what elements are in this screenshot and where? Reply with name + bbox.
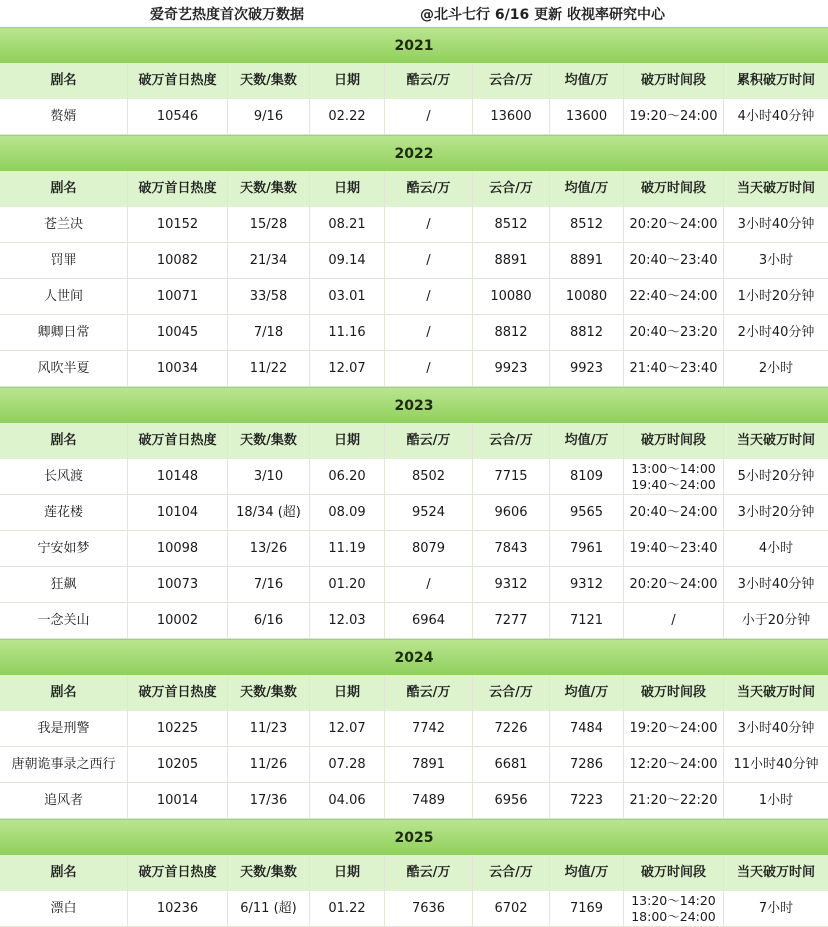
header-kuyun: 酷云/万 xyxy=(385,855,473,891)
cell-date: 01.22 xyxy=(310,891,385,926)
cell-days-episodes: 6/16 xyxy=(228,603,310,638)
table-row xyxy=(0,459,828,495)
cell-average: 13600 xyxy=(550,99,624,134)
header-yunhe: 云合/万 xyxy=(473,171,550,207)
cell-drama-name: 苍兰决 xyxy=(0,207,128,242)
header-date: 日期 xyxy=(310,675,385,711)
cell-time-range: 19:20～24:00 xyxy=(624,711,724,746)
cell-drama-name: 罚罪 xyxy=(0,243,128,278)
cell-duration: 7小时 xyxy=(758,900,794,916)
cell-drama-name: 我是刑警 xyxy=(0,711,128,746)
cell-days-episodes: 18/34 (超) xyxy=(228,495,310,530)
header-first-day-heat: 破万首日热度 xyxy=(128,855,228,891)
cell-first-day-heat: 10002 xyxy=(128,603,228,638)
header-kuyun: 酷云/万 xyxy=(385,675,473,711)
header-drama-name: 剧名 xyxy=(0,855,128,891)
header-kuyun: 酷云/万 xyxy=(385,171,473,207)
table-row xyxy=(0,243,828,279)
header-time-range: 破万时间段 xyxy=(624,675,724,711)
table-row xyxy=(0,603,828,639)
cell-days-episodes: 21/34 xyxy=(228,243,310,278)
header-time-range: 破万时间段 xyxy=(624,423,724,459)
header-yunhe: 云合/万 xyxy=(473,63,550,99)
table-header xyxy=(0,855,828,891)
table-row xyxy=(0,351,828,387)
cell-kuyun: / xyxy=(385,279,473,314)
cell-yunhe: 10080 xyxy=(473,279,550,314)
cell-yunhe: 9312 xyxy=(473,567,550,602)
cell-average: 9565 xyxy=(550,495,624,530)
cell-drama-name: 狂飙 xyxy=(0,567,128,602)
cell-duration: 3小时 xyxy=(758,252,794,268)
cell-first-day-heat: 10546 xyxy=(128,99,228,134)
cell-average: 7286 xyxy=(550,747,624,782)
cell-average: 9312 xyxy=(550,567,624,602)
cell-time-range: 12:20～24:00 xyxy=(624,747,724,782)
cell-kuyun: 7636 xyxy=(385,891,473,926)
cell-date: 07.28 xyxy=(310,747,385,782)
table-header xyxy=(0,171,828,207)
year-banner: 2021 xyxy=(0,27,828,63)
cell-first-day-heat: 10014 xyxy=(128,783,228,818)
table-row xyxy=(0,711,828,747)
time-range-part: 13:00～14:00 xyxy=(631,460,716,476)
cell-days-episodes: 15/28 xyxy=(228,207,310,242)
header-date: 日期 xyxy=(310,423,385,459)
cell-drama-name: 追风者 xyxy=(0,783,128,818)
cell-duration: 3小时20分钟 xyxy=(737,504,815,520)
cell-yunhe: 9923 xyxy=(473,351,550,386)
header-average: 均值/万 xyxy=(550,675,624,711)
cell-yunhe: 13600 xyxy=(473,99,550,134)
year-banner: 2023 xyxy=(0,387,828,423)
table-row xyxy=(0,495,828,531)
header-average: 均值/万 xyxy=(550,855,624,891)
cell-time-range xyxy=(624,459,724,494)
header-average: 均值/万 xyxy=(550,423,624,459)
header-yunhe: 云合/万 xyxy=(473,855,550,891)
cell-time-range: 21:40～23:40 xyxy=(624,351,724,386)
cell-days-episodes: 17/36 xyxy=(228,783,310,818)
cell-kuyun: / xyxy=(385,99,473,134)
header-duration: 累积破万时间 xyxy=(736,73,815,88)
cell-drama-name: 长风渡 xyxy=(0,459,128,494)
cell-drama-name: 赘婿 xyxy=(0,99,128,134)
table-row xyxy=(0,783,828,819)
table-row xyxy=(0,315,828,351)
cell-drama-name: 宁安如梦 xyxy=(0,531,128,566)
source-info: @北斗七行 6/16 更新 收视率研究中心 xyxy=(420,7,665,23)
cell-first-day-heat: 10205 xyxy=(128,747,228,782)
header-date: 日期 xyxy=(310,63,385,99)
cell-date: 02.22 xyxy=(310,99,385,134)
cell-time-range: 21:20～22:20 xyxy=(624,783,724,818)
header-days-episodes: 天数/集数 xyxy=(228,171,310,207)
cell-duration: 小于20分钟 xyxy=(741,612,811,628)
cell-average: 9923 xyxy=(550,351,624,386)
header-date: 日期 xyxy=(310,855,385,891)
cell-average: 10080 xyxy=(550,279,624,314)
header-average: 均值/万 xyxy=(550,171,624,207)
cell-average: 7169 xyxy=(550,891,624,926)
cell-kuyun: 7489 xyxy=(385,783,473,818)
cell-average: 8512 xyxy=(550,207,624,242)
cell-time-range: 20:20～24:00 xyxy=(624,207,724,242)
cell-time-range: 20:20～24:00 xyxy=(624,567,724,602)
header-days-episodes: 天数/集数 xyxy=(228,63,310,99)
cell-kuyun: / xyxy=(385,567,473,602)
year-banner: 2024 xyxy=(0,639,828,675)
cell-kuyun: 8079 xyxy=(385,531,473,566)
cell-duration: 2小时 xyxy=(758,360,794,376)
cell-first-day-heat: 10225 xyxy=(128,711,228,746)
cell-kuyun: / xyxy=(385,351,473,386)
data-table xyxy=(0,27,828,927)
cell-average: 7121 xyxy=(550,603,624,638)
cell-kuyun: / xyxy=(385,207,473,242)
cell-drama-name: 漂白 xyxy=(0,891,128,926)
header-time-range: 破万时间段 xyxy=(624,63,724,99)
cell-yunhe: 7843 xyxy=(473,531,550,566)
cell-first-day-heat: 10045 xyxy=(128,315,228,350)
table-header xyxy=(0,423,828,459)
cell-date: 04.06 xyxy=(310,783,385,818)
cell-days-episodes: 11/22 xyxy=(228,351,310,386)
cell-duration: 3小时40分钟 xyxy=(737,576,815,592)
header-kuyun: 酷云/万 xyxy=(385,63,473,99)
cell-days-episodes: 3/10 xyxy=(228,459,310,494)
cell-time-range: 20:40～23:40 xyxy=(624,243,724,278)
table-row xyxy=(0,279,828,315)
cell-date: 08.21 xyxy=(310,207,385,242)
header-first-day-heat: 破万首日热度 xyxy=(128,423,228,459)
cell-kuyun: 8502 xyxy=(385,459,473,494)
cell-yunhe: 6702 xyxy=(473,891,550,926)
cell-duration: 1小时 xyxy=(758,792,794,808)
cell-date: 06.20 xyxy=(310,459,385,494)
cell-yunhe: 8512 xyxy=(473,207,550,242)
cell-date: 12.07 xyxy=(310,711,385,746)
page-title: 爱奇艺热度首次破万数据 xyxy=(150,7,304,23)
cell-date: 08.09 xyxy=(310,495,385,530)
cell-yunhe: 8812 xyxy=(473,315,550,350)
header-duration: 当天破万时间 xyxy=(736,181,815,196)
header-time-range: 破万时间段 xyxy=(624,171,724,207)
table-row xyxy=(0,747,828,783)
cell-time-range: 19:40～23:40 xyxy=(624,531,724,566)
header-first-day-heat: 破万首日热度 xyxy=(128,63,228,99)
cell-time-range: 20:40～24:00 xyxy=(624,495,724,530)
cell-first-day-heat: 10104 xyxy=(128,495,228,530)
cell-days-episodes: 6/11 (超) xyxy=(228,891,310,926)
year-banner: 2025 xyxy=(0,819,828,855)
header-drama-name: 剧名 xyxy=(0,63,128,99)
cell-duration: 1小时20分钟 xyxy=(737,288,815,304)
cell-average: 7961 xyxy=(550,531,624,566)
cell-days-episodes: 9/16 xyxy=(228,99,310,134)
header-drama-name: 剧名 xyxy=(0,171,128,207)
cell-date: 09.14 xyxy=(310,243,385,278)
cell-yunhe: 6681 xyxy=(473,747,550,782)
header-first-day-heat: 破万首日热度 xyxy=(128,675,228,711)
cell-first-day-heat: 10071 xyxy=(128,279,228,314)
header-drama-name: 剧名 xyxy=(0,423,128,459)
cell-drama-name: 风吹半夏 xyxy=(0,351,128,386)
cell-days-episodes: 13/26 xyxy=(228,531,310,566)
header-average: 均值/万 xyxy=(550,63,624,99)
cell-kuyun: / xyxy=(385,243,473,278)
cell-duration: 3小时40分钟 xyxy=(737,216,815,232)
cell-yunhe: 9606 xyxy=(473,495,550,530)
cell-kuyun: 9524 xyxy=(385,495,473,530)
cell-yunhe: 7277 xyxy=(473,603,550,638)
cell-kuyun: 6964 xyxy=(385,603,473,638)
cell-average: 8109 xyxy=(550,459,624,494)
header-days-episodes: 天数/集数 xyxy=(228,675,310,711)
header-drama-name: 剧名 xyxy=(0,675,128,711)
table-row xyxy=(0,99,828,135)
cell-time-range: 22:40～24:00 xyxy=(624,279,724,314)
cell-kuyun: 7891 xyxy=(385,747,473,782)
cell-first-day-heat: 10034 xyxy=(128,351,228,386)
header-yunhe: 云合/万 xyxy=(473,675,550,711)
time-range-part: 18:00～24:00 xyxy=(631,908,716,924)
table-row xyxy=(0,891,828,927)
header-kuyun: 酷云/万 xyxy=(385,423,473,459)
cell-average: 7484 xyxy=(550,711,624,746)
cell-yunhe: 8891 xyxy=(473,243,550,278)
cell-kuyun: / xyxy=(385,315,473,350)
cell-yunhe: 7715 xyxy=(473,459,550,494)
cell-days-episodes: 33/58 xyxy=(228,279,310,314)
year-banner: 2022 xyxy=(0,135,828,171)
cell-average: 8891 xyxy=(550,243,624,278)
header-first-day-heat: 破万首日热度 xyxy=(128,171,228,207)
cell-time-range: / xyxy=(624,603,724,638)
cell-first-day-heat: 10098 xyxy=(128,531,228,566)
cell-kuyun: 7742 xyxy=(385,711,473,746)
cell-duration: 2小时40分钟 xyxy=(737,324,815,340)
cell-duration: 3小时40分钟 xyxy=(737,720,815,736)
cell-first-day-heat: 10148 xyxy=(128,459,228,494)
cell-days-episodes: 7/18 xyxy=(228,315,310,350)
cell-drama-name: 唐朝诡事录之西行 xyxy=(0,747,128,782)
cell-duration: 5小时20分钟 xyxy=(737,468,815,484)
cell-days-episodes: 11/26 xyxy=(228,747,310,782)
cell-duration: 4小时 xyxy=(758,540,794,556)
cell-first-day-heat: 10236 xyxy=(128,891,228,926)
table-row xyxy=(0,207,828,243)
header-days-episodes: 天数/集数 xyxy=(228,423,310,459)
header-yunhe: 云合/万 xyxy=(473,423,550,459)
header-duration: 当天破万时间 xyxy=(736,865,815,880)
cell-date: 01.20 xyxy=(310,567,385,602)
cell-average: 8812 xyxy=(550,315,624,350)
header-time-range: 破万时间段 xyxy=(624,855,724,891)
cell-yunhe: 7226 xyxy=(473,711,550,746)
table-header xyxy=(0,63,828,99)
cell-duration: 4小时40分钟 xyxy=(737,108,815,124)
cell-first-day-heat: 10082 xyxy=(128,243,228,278)
cell-date: 11.19 xyxy=(310,531,385,566)
cell-first-day-heat: 10073 xyxy=(128,567,228,602)
cell-drama-name: 莲花楼 xyxy=(0,495,128,530)
cell-days-episodes: 7/16 xyxy=(228,567,310,602)
header-duration: 当天破万时间 xyxy=(736,433,815,448)
cell-drama-name: 一念关山 xyxy=(0,603,128,638)
cell-average: 7223 xyxy=(550,783,624,818)
cell-date: 12.03 xyxy=(310,603,385,638)
header-date: 日期 xyxy=(310,171,385,207)
cell-drama-name: 卿卿日常 xyxy=(0,315,128,350)
title-bar xyxy=(0,0,828,27)
table-row xyxy=(0,531,828,567)
cell-date: 03.01 xyxy=(310,279,385,314)
cell-duration: 11小时40分钟 xyxy=(733,756,819,772)
cell-time-range: 20:40～23:20 xyxy=(624,315,724,350)
table-row xyxy=(0,567,828,603)
header-duration: 当天破万时间 xyxy=(736,685,815,700)
cell-yunhe: 6956 xyxy=(473,783,550,818)
cell-time-range xyxy=(624,891,724,926)
time-range-part: 19:40～24:00 xyxy=(631,476,716,492)
cell-date: 11.16 xyxy=(310,315,385,350)
time-range-part: 13:20～14:20 xyxy=(631,892,716,908)
header-days-episodes: 天数/集数 xyxy=(228,855,310,891)
cell-days-episodes: 11/23 xyxy=(228,711,310,746)
cell-date: 12.07 xyxy=(310,351,385,386)
cell-drama-name: 人世间 xyxy=(0,279,128,314)
cell-first-day-heat: 10152 xyxy=(128,207,228,242)
table-header xyxy=(0,675,828,711)
cell-time-range: 19:20～24:00 xyxy=(624,99,724,134)
